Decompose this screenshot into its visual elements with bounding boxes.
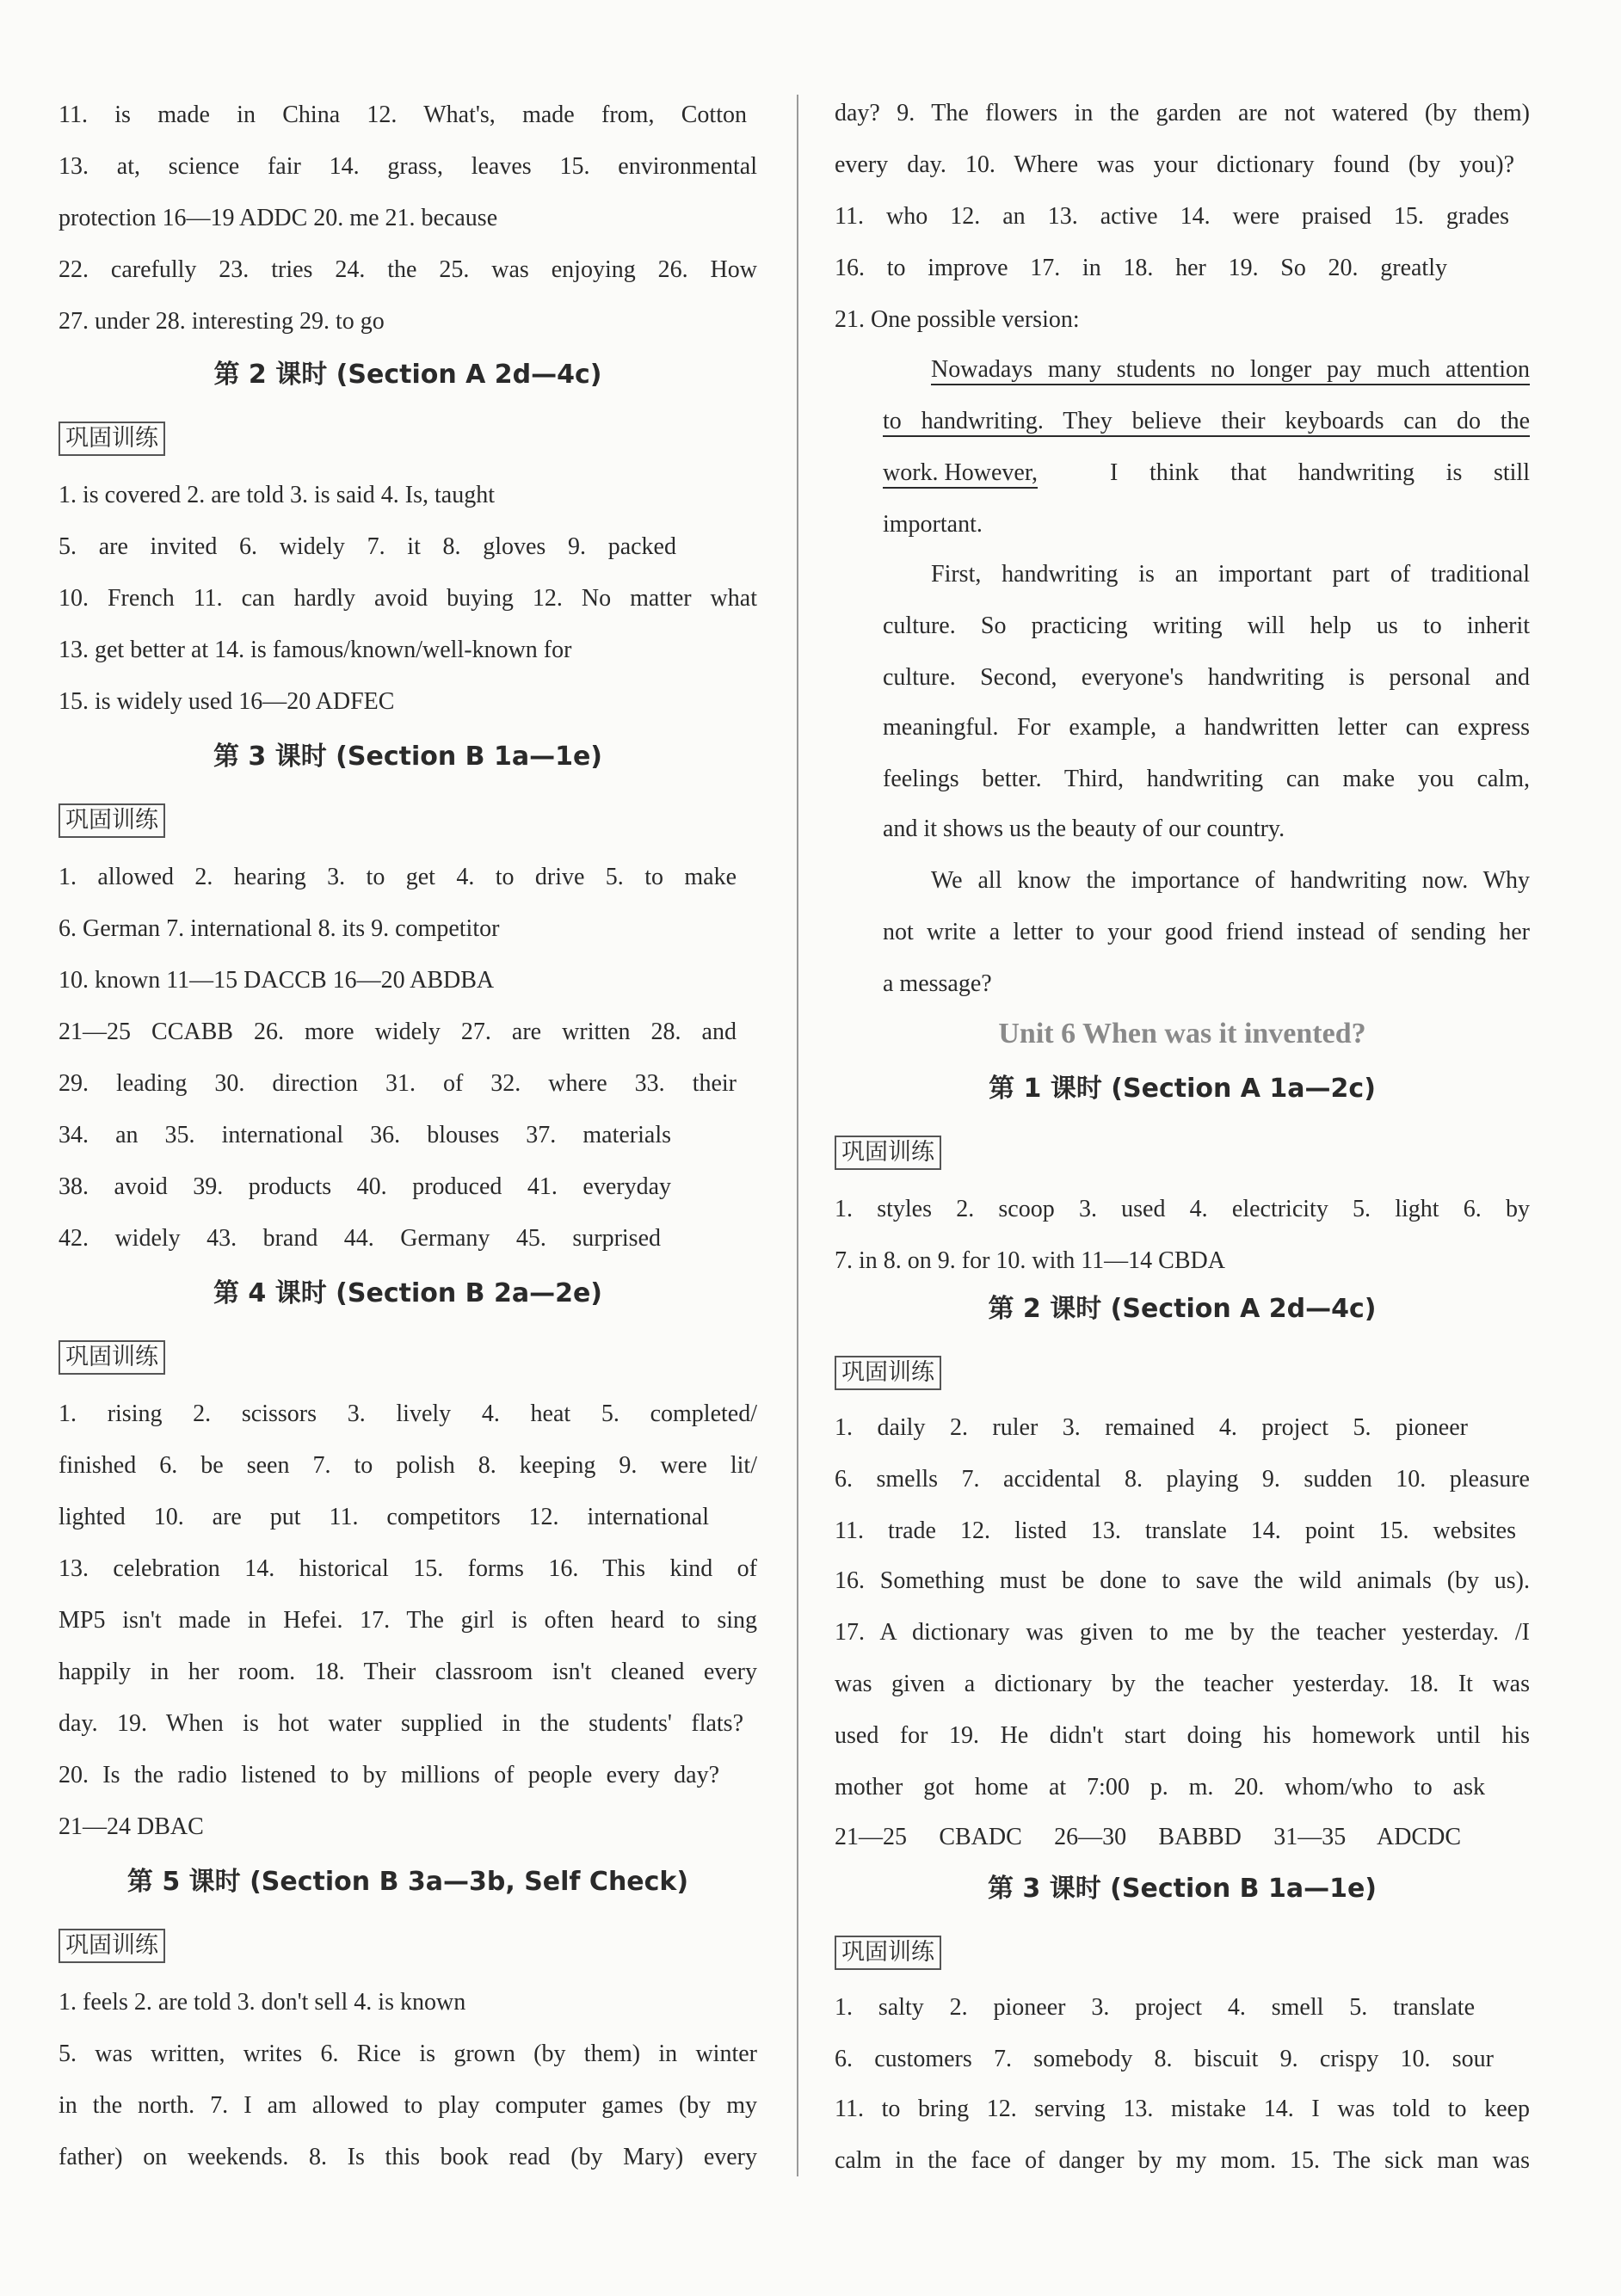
answer-line: 11. who 12. an 13. active 14. were praised 15. grades <box>835 203 1509 230</box>
answer-line: day? 9. The flowers in the garden are not watered (by them) <box>835 100 1530 126</box>
answer-line: was given a dictionary by the teacher yesterday. 18. It was <box>835 1671 1530 1697</box>
answer-line: 16. Something must be done to save the wild animals (by us). <box>835 1567 1530 1594</box>
answer-line: 1. rising 2. scissors 3. lively 4. heat 5. completed/ <box>59 1400 757 1427</box>
essay-line: culture. So practicing writing will help us to inherit <box>883 612 1530 639</box>
practice-tag: 巩固训练 <box>59 1929 165 1963</box>
section-heading: 第 2 课时 (Section A 2d—4c) <box>213 360 602 390</box>
answer-line: 1. feels 2. are told 3. don't sell 4. is known <box>59 1989 466 2016</box>
practice-tag: 巩固训练 <box>835 1136 941 1170</box>
answer-line: father) on weekends. 8. Is this book read (by Mary) every <box>59 2144 757 2170</box>
practice-tag: 巩固训练 <box>835 1936 941 1970</box>
essay-line: feelings better. Third, handwriting can make you calm, <box>883 766 1530 792</box>
answer-line: finished 6. be seen 7. to polish 8. keeping 9. were lit/ <box>59 1452 757 1479</box>
answer-line: 42. widely 43. brand 44. Germany 45. surprised <box>59 1225 661 1252</box>
answer-line: 10. known 11—15 DACCB 16—20 ABDBA <box>59 967 495 994</box>
answer-line: 13. at, science fair 14. grass, leaves 15. environmental <box>59 153 757 180</box>
answer-line: 20. Is the radio listened to by millions of people every day? <box>59 1762 719 1788</box>
column-divider <box>797 95 798 2176</box>
answer-line: 21. One possible version: <box>835 306 1080 333</box>
answer-line: lighted 10. are put 11. competitors 12. international <box>59 1504 709 1530</box>
section-heading: 第 3 课时 (Section B 1a—1e) <box>213 742 603 772</box>
answer-line: 22. carefully 23. tries 24. the 25. was enjoying 26. How <box>59 256 757 283</box>
answer-line: 6. smells 7. accidental 8. playing 9. sudden 10. pleasure <box>835 1466 1530 1493</box>
answer-line: mother got home at 7:00 p. m. 20. whom/who to ask <box>835 1774 1485 1800</box>
essay-line: important. <box>883 511 983 538</box>
essay-underlined-line: work. However, <box>883 459 1039 486</box>
essay-line: meaningful. For example, a handwritten letter can express <box>883 714 1530 741</box>
answer-line: 11. is made in China 12. What's, made from, Cotton <box>59 102 747 128</box>
practice-tag: 巩固训练 <box>835 1356 941 1390</box>
answer-line: 38. avoid 39. products 40. produced 41. everyday <box>59 1173 671 1200</box>
answer-line: in the north. 7. I am allowed to play computer games (by my <box>59 2092 757 2119</box>
answer-line: 11. trade 12. listed 13. translate 14. point 15. websites <box>835 1517 1516 1544</box>
answer-line: 7. in 8. on 9. for 10. with 11—14 CBDA <box>835 1247 1225 1274</box>
answer-line: 1. allowed 2. hearing 3. to get 4. to drive 5. to make <box>59 864 737 890</box>
answer-line: 21—25 CBADC 26—30 BABBD 31—35 ADCDC <box>835 1824 1461 1850</box>
answer-line: 29. leading 30. direction 31. of 32. where 33. their <box>59 1070 737 1097</box>
essay-line: and it shows us the beauty of our country. <box>883 816 1285 842</box>
answer-line: 34. an 35. international 36. blouses 37. materials <box>59 1122 671 1148</box>
answer-line: 5. was written, writes 6. Rice is grown (by them) in winter <box>59 2041 757 2067</box>
answer-line: 1. is covered 2. are told 3. is said 4. Is, taught <box>59 482 496 508</box>
essay-line: I think that handwriting is still <box>1110 459 1530 486</box>
answer-line: 1. daily 2. ruler 3. remained 4. project 5. pioneer <box>835 1414 1468 1441</box>
answer-line: 6. German 7. international 8. its 9. competitor <box>59 915 500 942</box>
answer-line: used for 19. He didn't start doing his homework until his <box>835 1722 1530 1749</box>
answer-line: day. 19. When is hot water supplied in the students' flats? <box>59 1710 743 1737</box>
answer-line: 6. customers 7. somebody 8. biscuit 9. crispy 10. sour <box>835 2046 1494 2072</box>
answer-line: 17. A dictionary was given to me by the teacher yesterday. /I <box>835 1619 1530 1646</box>
section-heading: 第 1 课时 (Section A 1a—2c) <box>989 1074 1376 1104</box>
unit-title: Unit 6 When was it invented? <box>998 1018 1366 1050</box>
answer-line: 10. French 11. can hardly avoid buying 12. No matter what <box>59 585 757 612</box>
section-heading: 第 4 课时 (Section B 2a—2e) <box>213 1278 603 1308</box>
practice-tag: 巩固训练 <box>59 803 165 838</box>
practice-tag: 巩固训练 <box>59 422 165 456</box>
answer-line: 21—24 DBAC <box>59 1813 204 1840</box>
essay-line: culture. Second, everyone's handwriting is personal and <box>883 664 1530 691</box>
answer-line: 13. celebration 14. historical 15. forms 16. This kind of <box>59 1555 757 1582</box>
section-heading: 第 5 课时 (Section B 3a—3b, Self Check) <box>126 1867 689 1897</box>
essay-underlined-line: to handwriting. They believe their keyboards can do the <box>883 408 1530 434</box>
answer-line: calm in the face of danger by my mom. 15. The sick man was <box>835 2147 1530 2174</box>
answer-line: 13. get better at 14. is famous/known/well-known for <box>59 637 572 663</box>
answer-line: happily in her room. 18. Their classroom isn't cleaned every <box>59 1659 757 1685</box>
answer-line: 27. under 28. interesting 29. to go <box>59 308 385 335</box>
answer-line: 1. styles 2. scoop 3. used 4. electricity 5. light 6. by <box>835 1196 1530 1222</box>
essay-line: First, handwriting is an important part of traditional <box>931 561 1530 588</box>
practice-tag: 巩固训练 <box>59 1340 165 1375</box>
answer-line: 15. is widely used 16—20 ADFEC <box>59 688 395 715</box>
essay-line: We all know the importance of handwriting now. Why <box>931 867 1530 894</box>
section-heading: 第 3 课时 (Section B 1a—1e) <box>987 1874 1378 1904</box>
answer-line: 16. to improve 17. in 18. her 19. So 20. greatly <box>835 255 1447 281</box>
section-heading: 第 2 课时 (Section A 2d—4c) <box>988 1294 1377 1324</box>
essay-line: not write a letter to your good friend instead of sending her <box>883 919 1530 945</box>
answer-line: 11. to bring 12. serving 13. mistake 14. I was told to keep <box>835 2096 1530 2122</box>
essay-line: a message? <box>883 970 992 997</box>
essay-underlined-line: Nowadays many students no longer pay much attention <box>931 356 1530 383</box>
answer-line: 5. are invited 6. widely 7. it 8. gloves 9. packed <box>59 533 676 560</box>
answer-line: 1. salty 2. pioneer 3. project 4. smell 5. translate <box>835 1994 1475 2021</box>
answer-line: every day. 10. Where was your dictionary found (by you)? <box>835 151 1514 178</box>
answer-line: 21—25 CCABB 26. more widely 27. are written 28. and <box>59 1019 737 1045</box>
answer-line: protection 16—19 ADDC 20. me 21. because <box>59 205 498 231</box>
answer-line: MP5 isn't made in Hefei. 17. The girl is often heard to sing <box>59 1607 757 1634</box>
